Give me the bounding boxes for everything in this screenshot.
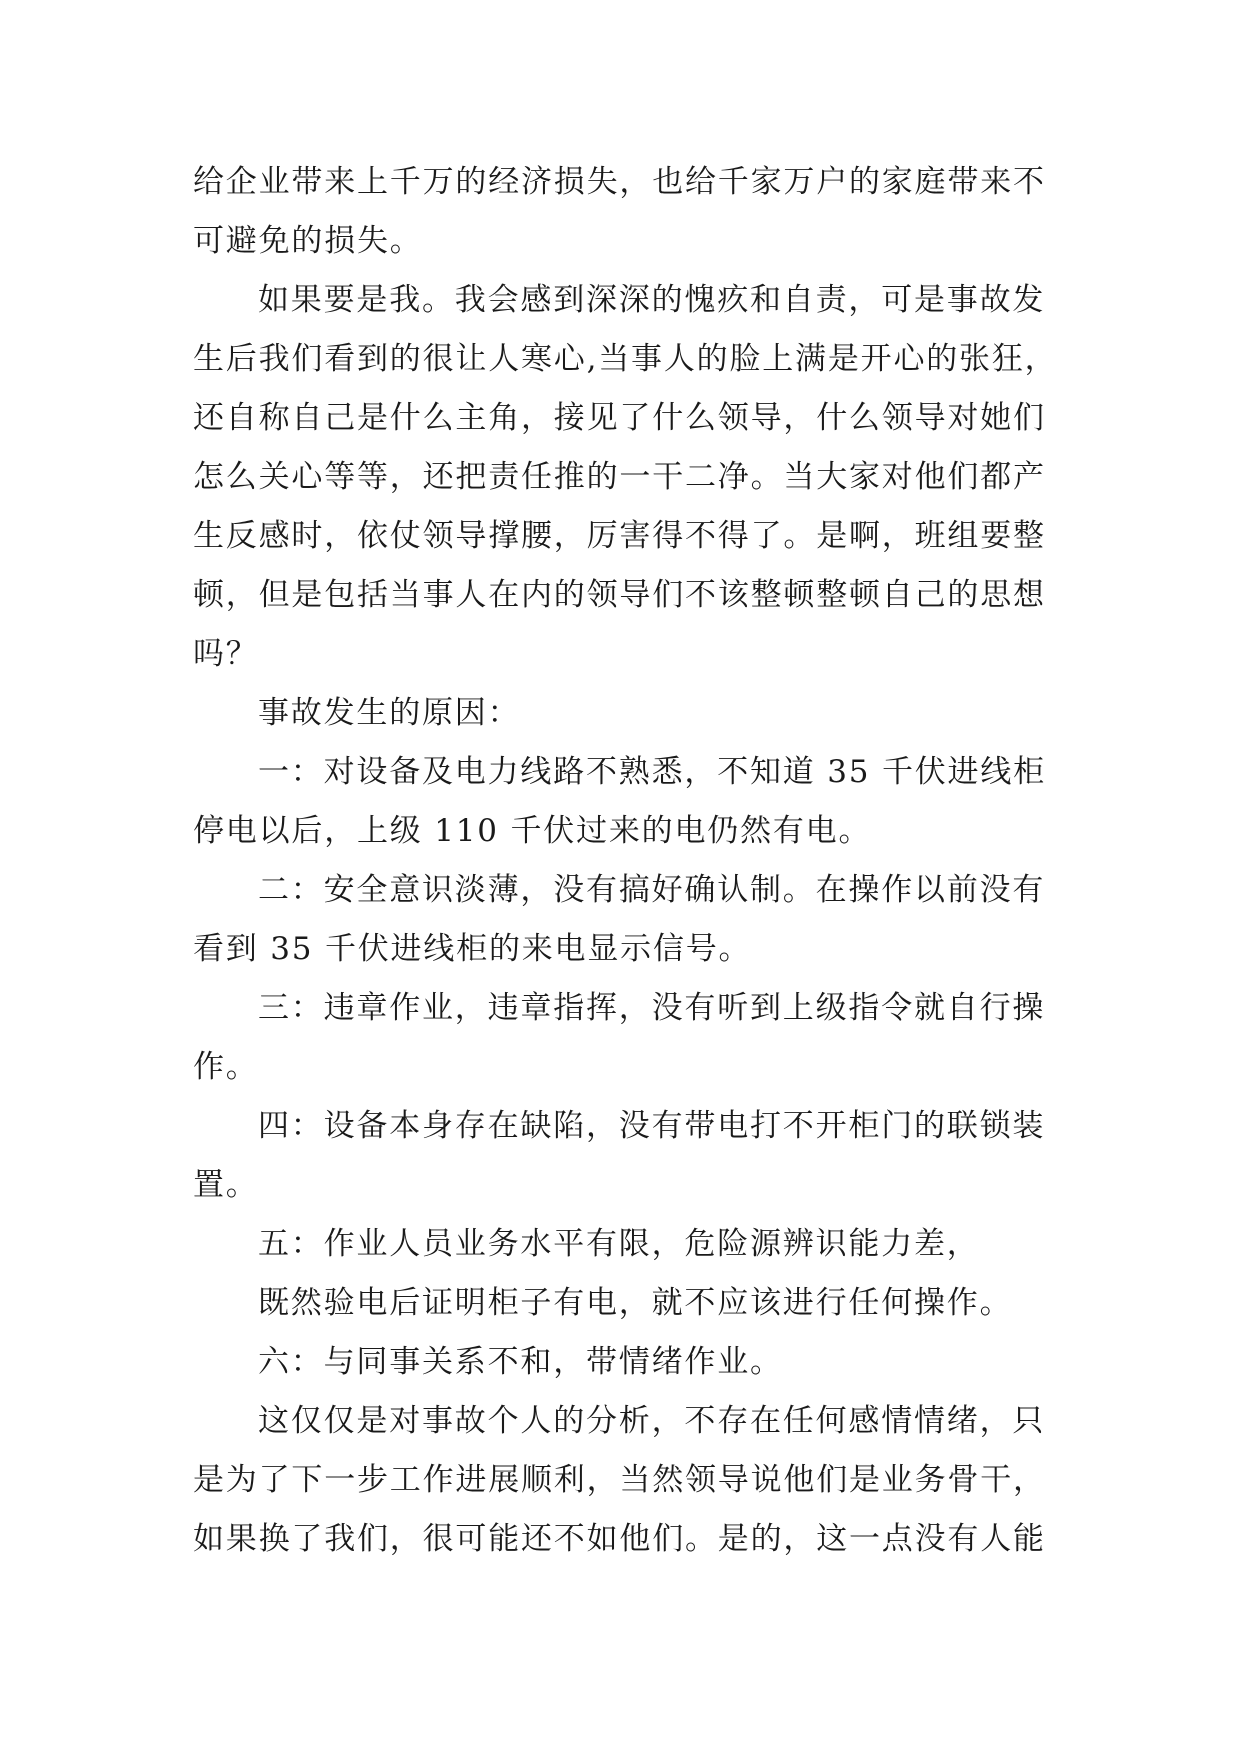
text-line: 如果换了我们，很可能还不如他们。是的，这一点没有人能 — [193, 1521, 1046, 1557]
paragraph-start-line: 这仅仅是对事故个人的分析，不存在任何感情情绪，只 — [258, 1403, 1046, 1439]
cause-item-4: 四：设备本身存在缺陷，没有带电打不开柜门的联锁装 — [258, 1108, 1046, 1144]
text-line: 怎么关心等等，还把责任推的一干二净。当大家对他们都产 — [193, 459, 1046, 495]
cause-item-3: 三：违章作业，违章指挥，没有听到上级指令就自行操 — [258, 990, 1046, 1026]
text-line: 既然验电后证明柜子有电，就不应该进行任何操作。 — [258, 1285, 1013, 1321]
paragraph-start-line: 如果要是我。我会感到深深的愧疚和自责，可是事故发 — [258, 282, 1046, 318]
section-heading: 事故发生的原因： — [258, 695, 521, 731]
cause-item-2: 二：安全意识淡薄，没有搞好确认制。在操作以前没有 — [258, 872, 1046, 908]
text-line: 生后我们看到的很让人寒心,当事人的脸上满是开心的张狂， — [193, 341, 1058, 377]
text-line: 还自称自己是什么主角，接见了什么领导，什么领导对她们 — [193, 400, 1046, 436]
cause-item-6: 六：与同事关系不和，带情绪作业。 — [258, 1344, 783, 1380]
text-line: 停电以后，上级 110 千伏过来的电仍然有电。 — [193, 813, 872, 849]
text-line: 可避免的损失。 — [193, 223, 423, 259]
text-line: 吗？ — [193, 636, 259, 672]
text-line: 作。 — [193, 1049, 259, 1085]
text-line: 生反感时，依仗领导撑腰，厉害得不得了。是啊，班组要整 — [193, 518, 1046, 554]
text-line: 看到 35 千伏进线柜的来电显示信号。 — [193, 931, 752, 967]
cause-item-5: 五：作业人员业务水平有限，危险源辨识能力差， — [258, 1226, 980, 1262]
cause-item-1: 一：对设备及电力线路不熟悉，不知道 35 千伏进线柜 — [258, 754, 1046, 790]
text-line: 是为了下一步工作进展顺利，当然领导说他们是业务骨干， — [193, 1462, 1046, 1498]
text-line: 置。 — [193, 1167, 259, 1203]
text-line: 顿，但是包括当事人在内的领导们不该整顿整顿自己的思想 — [193, 577, 1046, 613]
text-line: 给企业带来上千万的经济损失，也给千家万户的家庭带来不 — [193, 164, 1046, 200]
